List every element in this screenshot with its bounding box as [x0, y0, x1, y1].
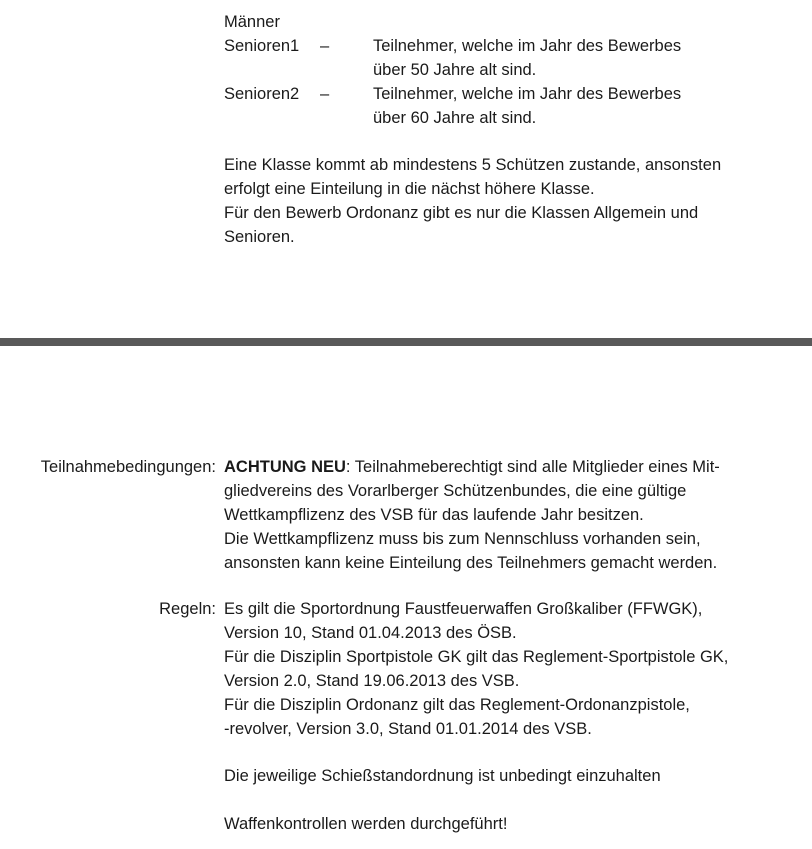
class-desc-line: über 60 Jahre alt sind. [373, 109, 537, 127]
schiessstand-note: Die jeweilige Schießstandordnung ist unbedingt einzuhalten [224, 767, 661, 785]
waffenkontrolle-note: Waffenkontrollen werden durchgeführt! [224, 815, 508, 833]
regeln-line: Für die Disziplin Sportpistole GK gilt das Reglement-Sportpistole GK, [224, 648, 729, 666]
class-rule-paragraph-line: Für den Bewerb Ordonanz gibt es nur die Klassen Allgemein und [224, 204, 699, 222]
regeln-line: Es gilt die Sportordnung Faustfeuerwaffen Großkaliber (FFWGK), [224, 600, 703, 618]
class-name-senioren2: Senioren2 [224, 85, 300, 103]
regeln-line: Version 10, Stand 01.04.2013 des ÖSB. [224, 624, 517, 642]
section-label-teilnahmebedingungen: Teilnahmebedingungen: [40, 458, 216, 476]
teilnahme-line: Die Wettkampflizenz muss bis zum Nennschluss vorhanden sein, [224, 530, 701, 548]
teilnahme-line: gliedvereins des Vorarlberger Schützenbundes, die eine gültige [224, 482, 687, 500]
class-desc-line: Teilnehmer, welche im Jahr des Bewerbes [373, 37, 682, 55]
page-divider [0, 338, 812, 346]
teilnahme-line: ansonsten kann keine Einteilung des Teilnehmers gemacht werden. [224, 554, 718, 572]
teilnahme-first-line [224, 455, 720, 479]
class-rule-paragraph-line: erfolgt eine Einteilung in die nächst höhere Klasse. [224, 180, 595, 198]
section-label-regeln: Regeln: [159, 600, 216, 618]
class-desc-line: über 50 Jahre alt sind. [373, 61, 537, 79]
class-rule-paragraph-line: Senioren. [224, 228, 295, 246]
regeln-line: -revolver, Version 3.0, Stand 01.01.2014 des VSB. [224, 720, 592, 738]
regeln-line: Version 2.0, Stand 19.06.2013 des VSB. [224, 672, 520, 690]
class-dash: – [320, 85, 330, 103]
teilnahme-line: Wettkampflizenz des VSB für das laufende Jahr besitzen. [224, 506, 644, 524]
class-dash: – [320, 37, 330, 55]
class-name-senioren1: Senioren1 [224, 37, 300, 55]
regeln-line: Für die Disziplin Ordonanz gilt das Reglement-Ordonanzpistole, [224, 696, 690, 714]
class-desc-line: Teilnehmer, welche im Jahr des Bewerbes [373, 85, 682, 103]
gender-heading: Männer [224, 13, 280, 31]
achtung-neu-emphasis: ACHTUNG NEU [224, 458, 346, 476]
teilnahme-first-line-rest: : Teilnahmeberechtigt sind alle Mitglieder eines Mit- [345, 458, 720, 476]
class-rule-paragraph-line: Eine Klasse kommt ab mindestens 5 Schützen zustande, ansonsten [224, 156, 722, 174]
